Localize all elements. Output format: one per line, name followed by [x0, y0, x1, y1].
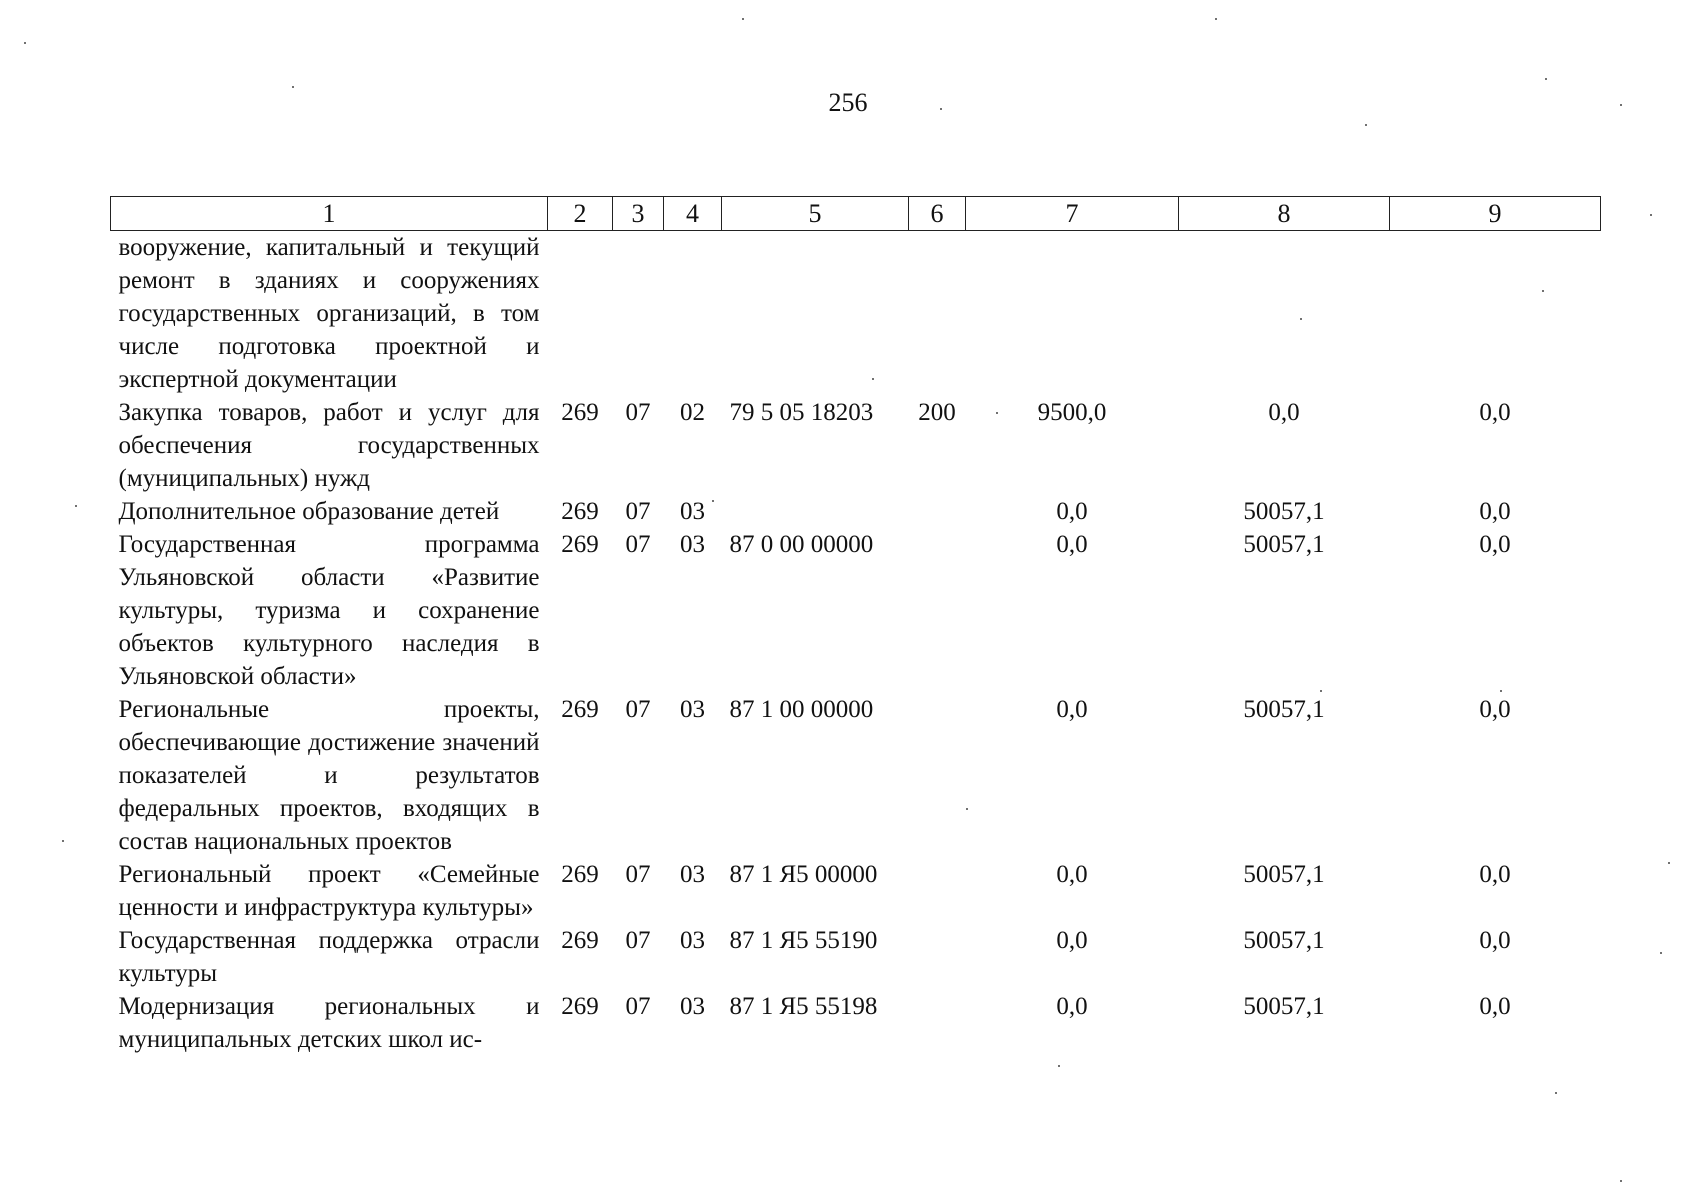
cell-col7: 0,0 — [1056, 993, 1088, 1020]
scan-speck — [75, 505, 77, 507]
cell-col7: 0,0 — [1056, 696, 1088, 723]
table-row — [111, 990, 1601, 1056]
cell-col8: 50057,1 — [1243, 927, 1325, 954]
cell-col4: 03 — [680, 927, 705, 954]
scan-speck — [1620, 1180, 1622, 1182]
row-name: Закупка товаров, работ и услуг для обеспечения государственных (муниципальных) нужд — [118, 399, 540, 492]
cell-col6 — [909, 990, 966, 1056]
scan-speck — [1545, 78, 1547, 80]
scan-speck — [1365, 124, 1367, 126]
cell-col6: 200 — [918, 399, 956, 426]
scan-speck — [1058, 1065, 1060, 1067]
cell-col2: 269 — [561, 927, 599, 954]
cell-col3: 07 — [625, 498, 651, 525]
table-row — [111, 396, 1601, 495]
cell-col2: 269 — [561, 399, 599, 426]
cell-col4: 03 — [680, 861, 705, 888]
scan-speck — [1215, 18, 1217, 20]
scan-speck — [1668, 862, 1670, 864]
cell-col5: 87 0 00 00000 — [729, 531, 874, 558]
cell-col3: 07 — [625, 531, 651, 558]
cell-col5 — [722, 495, 909, 528]
cell-col4: 03 — [680, 498, 705, 525]
cell-col6 — [909, 693, 966, 858]
row-name: Государственная поддержка отрасли культуры — [118, 927, 540, 987]
cell-col2: 269 — [561, 498, 599, 525]
cell-col4: 03 — [680, 696, 705, 723]
cell-col4: 02 — [680, 399, 705, 426]
cell-col9: 0,0 — [1479, 861, 1511, 888]
cell-col9: 0,0 — [1479, 399, 1511, 426]
cell-col4: 03 — [680, 531, 705, 558]
row-name: Региональные проекты, обеспечивающие достижение значений показателей и результатов федеральных проектов, входящих в состав национальных проектов — [118, 696, 540, 855]
scan-speck — [996, 412, 998, 414]
cell-col3: 07 — [625, 993, 651, 1020]
row-name: Модернизация региональных и муниципальных детских школ ис- — [118, 993, 540, 1053]
cell-col2: 269 — [561, 696, 599, 723]
cell-col8: 50057,1 — [1243, 861, 1325, 888]
cell-col6 — [909, 231, 966, 397]
scan-speck — [1620, 104, 1622, 106]
column-header: 2 — [548, 197, 613, 231]
cell-col9: 0,0 — [1479, 696, 1511, 723]
cell-col2: 269 — [561, 861, 599, 888]
table-row — [111, 231, 1601, 397]
cell-col4: 03 — [680, 993, 705, 1020]
scan-speck — [966, 808, 968, 810]
column-header: 6 — [909, 197, 966, 231]
scan-speck — [1542, 290, 1544, 292]
column-header: 4 — [664, 197, 722, 231]
cell-col8: 50057,1 — [1243, 498, 1325, 525]
scan-speck — [1650, 214, 1652, 216]
cell-col9: 0,0 — [1479, 993, 1511, 1020]
cell-col5: 79 5 05 18203 — [729, 399, 874, 426]
column-header: 8 — [1179, 197, 1390, 231]
cell-col5: 87 1 Я5 55198 — [729, 993, 878, 1020]
cell-col4 — [664, 231, 722, 397]
cell-col3: 07 — [625, 927, 651, 954]
scan-speck — [872, 378, 874, 380]
cell-col6 — [909, 528, 966, 693]
column-header: 1 — [111, 197, 548, 231]
cell-col3: 07 — [625, 861, 651, 888]
cell-col7: 0,0 — [1056, 498, 1088, 525]
scan-speck — [292, 86, 294, 88]
scan-speck — [1660, 952, 1662, 954]
scan-speck — [1300, 318, 1302, 320]
cell-col2: 269 — [561, 531, 599, 558]
cell-col8: 50057,1 — [1243, 993, 1325, 1020]
cell-col8: 50057,1 — [1243, 696, 1325, 723]
cell-col3: 07 — [625, 696, 651, 723]
cell-col6 — [909, 495, 966, 528]
cell-col5 — [722, 231, 909, 397]
scan-speck — [1500, 690, 1502, 692]
table-row — [111, 693, 1601, 858]
table-row — [111, 858, 1601, 924]
cell-col9: 0,0 — [1479, 927, 1511, 954]
cell-col7: 9500,0 — [1037, 399, 1107, 426]
budget-table — [110, 196, 1601, 1056]
cell-col7: 0,0 — [1056, 861, 1088, 888]
table-header-row — [111, 197, 1601, 231]
cell-col5: 87 1 Я5 55190 — [729, 927, 878, 954]
cell-col6 — [909, 924, 966, 990]
cell-col9 — [1390, 231, 1601, 397]
cell-col9: 0,0 — [1479, 531, 1511, 558]
scan-speck — [1320, 690, 1322, 692]
scan-speck — [712, 500, 714, 502]
scan-speck — [24, 42, 26, 44]
column-header: 7 — [966, 197, 1179, 231]
scan-speck — [940, 108, 942, 110]
table-row — [111, 924, 1601, 990]
column-header: 9 — [1390, 197, 1601, 231]
cell-col9: 0,0 — [1479, 498, 1511, 525]
row-name: Региональный проект «Семейные ценности и инфраструктура культуры» — [118, 861, 540, 921]
column-header: 3 — [613, 197, 664, 231]
cell-col8 — [1179, 231, 1390, 397]
cell-col3 — [613, 231, 664, 397]
column-header: 5 — [722, 197, 909, 231]
scan-speck — [1555, 1092, 1557, 1094]
cell-col7: 0,0 — [1056, 531, 1088, 558]
cell-col7: 0,0 — [1056, 927, 1088, 954]
row-name: Государственная программа Ульяновской области «Развитие культуры, туризма и сохранение объектов культурного наследия в Ульяновской области» — [118, 531, 540, 690]
page-number: 256 — [828, 88, 868, 117]
cell-col2 — [548, 231, 613, 397]
row-name: Дополнительное образование детей — [118, 498, 500, 525]
cell-col3: 07 — [625, 399, 651, 426]
table-row — [111, 495, 1601, 528]
cell-col2: 269 — [561, 993, 599, 1020]
scan-speck — [742, 18, 744, 20]
row-name: вооружение, капитальный и текущий ремонт в зданиях и сооружениях государственных организаций, в том числе подготовка проектной и экспертной документации — [118, 234, 540, 393]
cell-col8: 0,0 — [1268, 399, 1300, 426]
cell-col8: 50057,1 — [1243, 531, 1325, 558]
cell-col5: 87 1 00 00000 — [729, 696, 874, 723]
cell-col7 — [966, 231, 1179, 397]
cell-col6 — [909, 858, 966, 924]
table-row — [111, 528, 1601, 693]
scan-speck — [62, 840, 64, 842]
cell-col5: 87 1 Я5 00000 — [729, 861, 878, 888]
